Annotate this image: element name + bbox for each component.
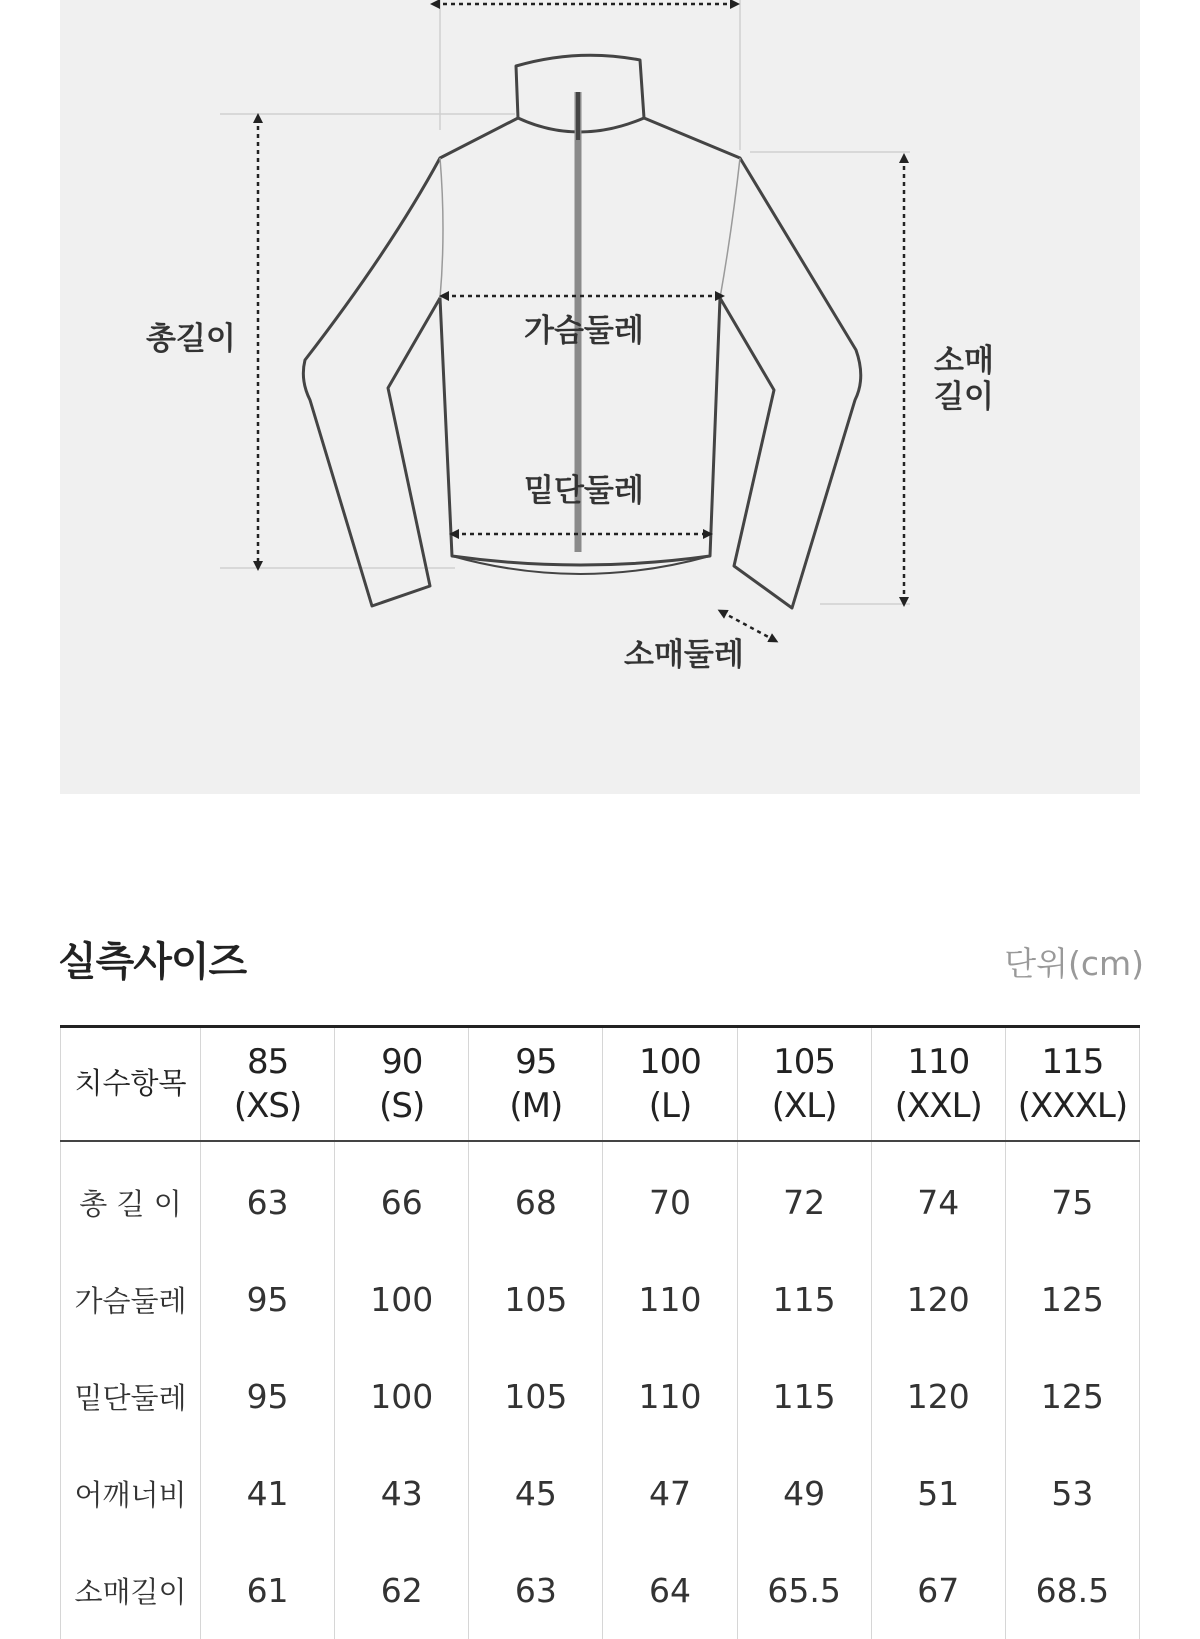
table-cell: 51 <box>871 1445 1005 1542</box>
table-cell: 43 <box>335 1445 469 1542</box>
table-cell: 53 <box>1005 1445 1139 1542</box>
section-title: 실측사이즈 <box>58 939 247 985</box>
table-cell: 45 <box>469 1445 603 1542</box>
table-cell: 64 <box>603 1542 737 1639</box>
table-cell: 68.5 <box>1005 1542 1139 1639</box>
size-code: (L) <box>648 1086 692 1126</box>
table-cell: 100 <box>335 1348 469 1445</box>
size-number: 105 <box>773 1041 836 1082</box>
sleeve-length-label-line1: 소매 <box>934 343 994 379</box>
size-code: (XXXL) <box>1017 1086 1128 1126</box>
table-cell: 68 <box>469 1141 603 1251</box>
table-cell: 125 <box>1005 1251 1139 1348</box>
chest-label: 가슴둘레 <box>524 313 644 349</box>
table-cell: 72 <box>737 1141 871 1251</box>
size-table <box>60 1025 1140 1639</box>
size-number: 110 <box>907 1041 970 1082</box>
size-header <box>871 1027 1005 1142</box>
table-cell: 125 <box>1005 1348 1139 1445</box>
row-label: 소매길이 <box>61 1542 201 1639</box>
table-cell: 110 <box>603 1251 737 1348</box>
table-row <box>61 1542 1140 1639</box>
table-cell: 115 <box>737 1348 871 1445</box>
size-code: (M) <box>509 1086 563 1126</box>
unit-label: 단위(cm) <box>1004 944 1144 983</box>
size-code: (XXL) <box>894 1086 982 1126</box>
table-cell: 49 <box>737 1445 871 1542</box>
row-label: 밑단둘레 <box>61 1348 201 1445</box>
size-number: 100 <box>639 1041 701 1082</box>
row-label: 가슴둘레 <box>61 1251 201 1348</box>
hem-label: 밑단둘레 <box>524 473 644 509</box>
size-code: (S) <box>379 1086 425 1126</box>
table-cell: 65.5 <box>737 1542 871 1639</box>
size-diagram-panel <box>60 0 1140 794</box>
table-row <box>61 1251 1140 1348</box>
row-label: 어깨너비 <box>61 1445 201 1542</box>
sleeve-length-label-line2: 길이 <box>934 378 994 415</box>
table-header-row <box>61 1027 1140 1142</box>
table-row <box>61 1445 1140 1542</box>
table-cell: 110 <box>603 1348 737 1445</box>
table-row <box>61 1141 1140 1251</box>
size-number: 90 <box>381 1041 423 1082</box>
corner-header: 치수항목 <box>61 1027 201 1142</box>
size-number: 85 <box>246 1041 289 1082</box>
size-number: 95 <box>515 1041 557 1082</box>
table-cell: 105 <box>469 1251 603 1348</box>
table-cell: 105 <box>469 1348 603 1445</box>
row-label: 총 길 이 <box>61 1141 201 1251</box>
table-cell: 47 <box>603 1445 737 1542</box>
size-number: 115 <box>1041 1041 1104 1082</box>
table-cell: 75 <box>1005 1141 1139 1251</box>
table-cell: 41 <box>201 1445 335 1542</box>
table-cell: 100 <box>335 1251 469 1348</box>
size-code: (XS) <box>233 1086 302 1126</box>
total-length-label: 총길이 <box>146 321 236 357</box>
table-cell: 95 <box>201 1348 335 1445</box>
table-cell: 61 <box>201 1542 335 1639</box>
cuff-label: 소매둘레 <box>624 637 744 673</box>
table-cell: 63 <box>201 1141 335 1251</box>
table-cell: 95 <box>201 1251 335 1348</box>
table-cell: 115 <box>737 1251 871 1348</box>
size-header <box>201 1027 335 1142</box>
table-cell: 67 <box>871 1542 1005 1639</box>
table-cell: 120 <box>871 1348 1005 1445</box>
table-cell: 120 <box>871 1251 1005 1348</box>
table-cell: 66 <box>335 1141 469 1251</box>
size-header <box>469 1027 603 1142</box>
size-header <box>1005 1027 1139 1142</box>
table-body <box>61 1141 1140 1639</box>
table-row <box>61 1348 1140 1445</box>
size-header <box>335 1027 469 1142</box>
table-cell: 62 <box>335 1542 469 1639</box>
table-cell: 63 <box>469 1542 603 1639</box>
table-cell: 70 <box>603 1141 737 1251</box>
size-header <box>603 1027 737 1142</box>
table-cell: 74 <box>871 1141 1005 1251</box>
sleeve-length-label <box>934 344 994 415</box>
size-code: (XL) <box>771 1086 837 1126</box>
size-header <box>737 1027 871 1142</box>
